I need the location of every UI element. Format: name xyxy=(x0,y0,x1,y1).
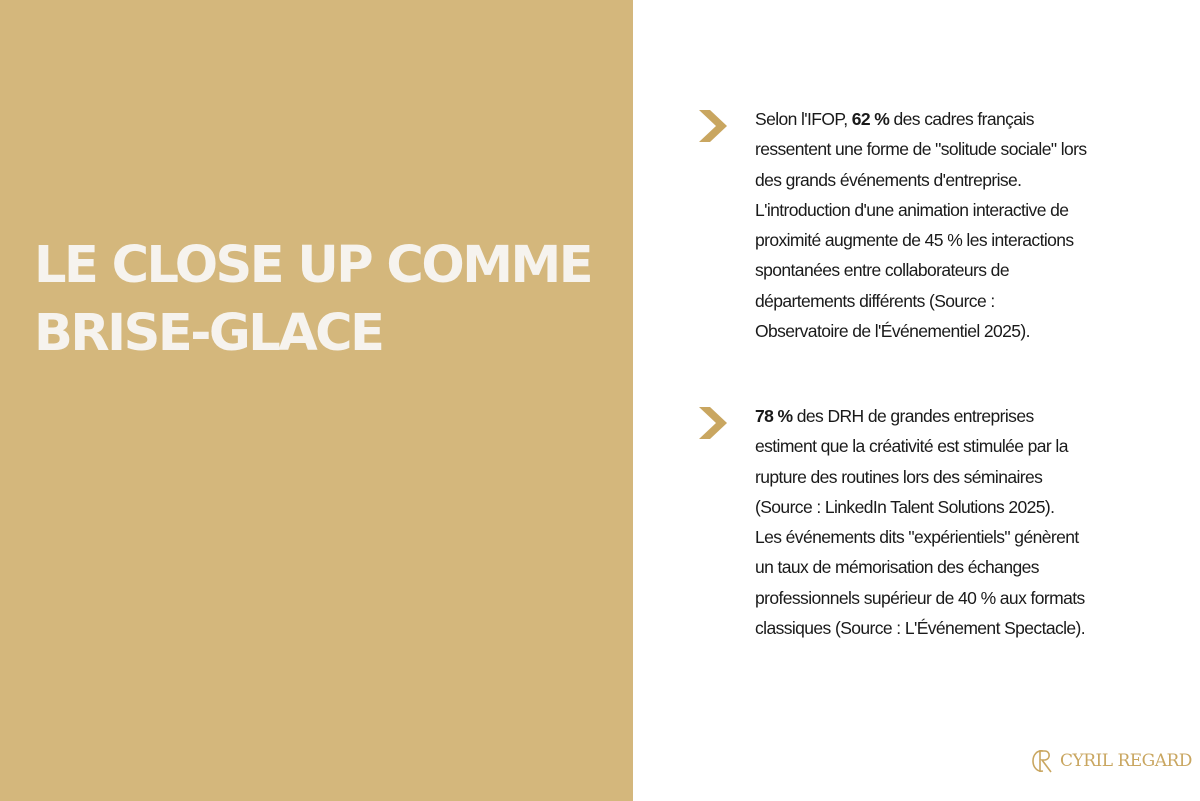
page-title xyxy=(34,232,624,368)
stat-line: Observatoire de l'Événementiel 2025). xyxy=(755,321,1030,342)
stat-line: (Source : LinkedIn Talent Solutions 2025). xyxy=(755,496,1055,517)
stat-line: Selon l'IFOP, 62 % des cadres français xyxy=(755,109,1034,129)
stat-line: ressentent une forme de "solitude sociale" lors xyxy=(755,139,1087,160)
stat-line: spontanées entre collaborateurs de xyxy=(755,260,1009,281)
stat-line: départements différents (Source : xyxy=(755,290,995,311)
stat-text-2 xyxy=(755,401,1155,643)
stat-line: des grands événements d'entreprise. xyxy=(755,169,1022,190)
chevron-right-icon xyxy=(697,108,729,144)
stat-line: L'introduction d'une animation interactive de xyxy=(755,199,1069,220)
page-title-line-2: BRISE-GLACE xyxy=(34,304,383,363)
stat-line: professionnels supérieur de 40 % aux formats xyxy=(755,587,1085,608)
page-title-line-1: LE CLOSE UP COMME xyxy=(34,236,592,295)
chevron-right-icon xyxy=(697,405,729,441)
stat-line: rupture des routines lors des séminaires xyxy=(755,466,1043,487)
stat-line: 78 % des DRH de grandes entreprises xyxy=(755,406,1034,426)
brand-logo xyxy=(1030,748,1192,774)
stat-text-1 xyxy=(755,104,1155,346)
logo-text: CYRIL REGARD xyxy=(1060,751,1192,771)
content-panel xyxy=(633,0,1200,801)
stat-line: un taux de mémorisation des échanges xyxy=(755,557,1039,578)
stat-line: Les événements dits "expérientiels" génèrent xyxy=(755,527,1079,548)
stat-line: estiment que la créativité est stimulée par la xyxy=(755,436,1068,457)
logo-mark-icon xyxy=(1030,748,1054,774)
stat-line: proximité augmente de 45 % les interactions xyxy=(755,230,1074,251)
stat-highlight: 62 % xyxy=(851,109,890,129)
stat-line: classiques (Source : L'Événement Spectacle). xyxy=(755,618,1086,639)
stat-highlight: 78 % xyxy=(755,406,793,426)
